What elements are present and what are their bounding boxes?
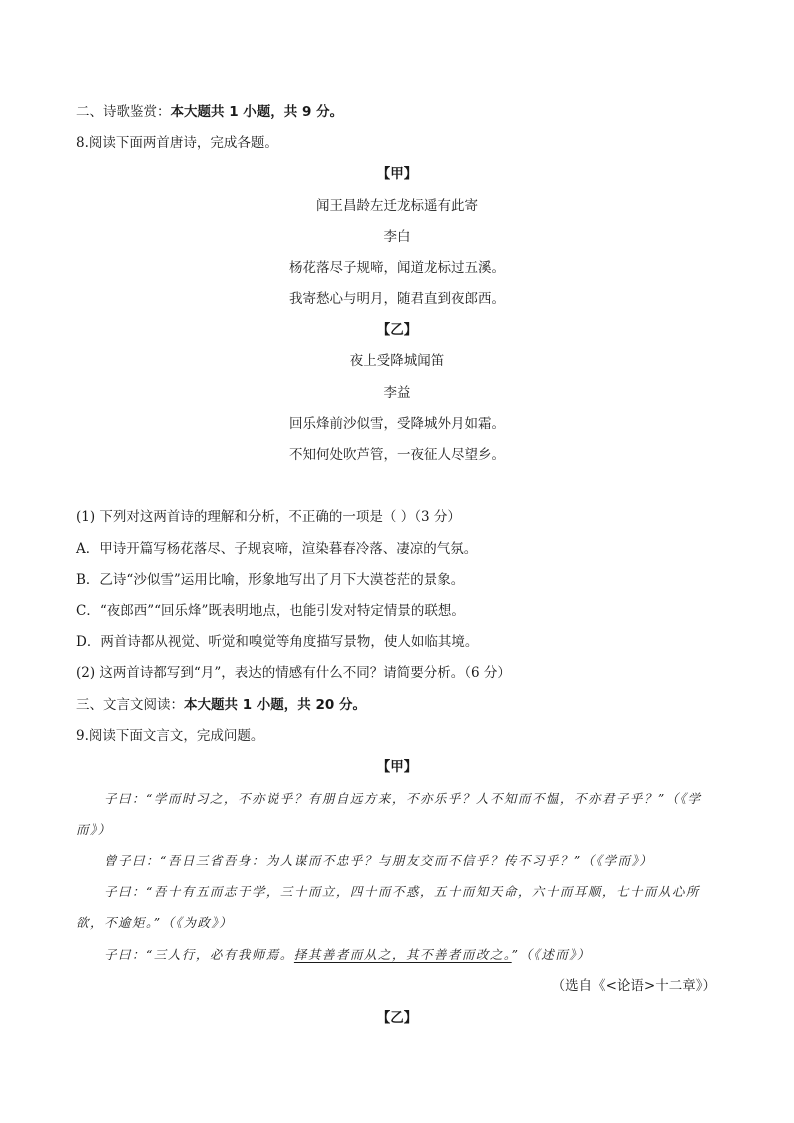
q9-stem: 9.阅读下面文言文，完成问题。: [76, 728, 265, 744]
analects-para3-line1: 子曰：“吾十有五而志于学，三十而立，四十而不惑，五十而知天命，六十而耳顺，七十而从心所: [104, 884, 700, 899]
section3-heading-prefix: 三、文言文阅读：: [76, 697, 184, 713]
poem-a-author: 李白: [383, 229, 411, 245]
analects-para4-underlined: 择其善者而从之，其不善者而改之。: [293, 947, 512, 962]
poem-b-author: 李益: [383, 385, 411, 401]
analects-para4-pre: 子曰：“三人行，必有我师焉。: [104, 947, 294, 962]
analects-para1-line1: 子曰：“学而时习之，不亦说乎？有朋自远方来，不亦乐乎？人不知而不愠，不亦君子乎？”（《学: [104, 791, 702, 806]
section2-heading-bold: 本大题共 1 小题，共 9 分。: [170, 104, 344, 120]
q8-stem: 8.阅读下面两首唐诗，完成各题。: [76, 135, 278, 151]
section2-heading-prefix: 二、诗歌鉴赏：: [76, 104, 171, 120]
poem-a-line2: 我寄愁心与明月，随君直到夜郎西。: [289, 291, 505, 307]
poem-a-marker: 【甲】: [376, 166, 418, 182]
option-a: A．甲诗开篇写杨花落尽、子规哀啼，渲染暮春冷落、凄凉的气氛。: [76, 541, 478, 557]
option-c: C．“夜郎西”“回乐烽”既表明地点，也能引发对特定情景的联想。: [76, 603, 465, 619]
q8-sub1: (1) 下列对这两首诗的理解和分析，不正确的一项是（ ）（3 分）: [76, 509, 461, 525]
section2-heading: [76, 103, 343, 121]
q8-sub2: (2) 这两首诗都写到“月”，表达的情感有什么不同？请简要分析。（6 分）: [76, 665, 511, 681]
option-b: B．乙诗“沙似雪”运用比喻，形象地写出了月下大漠苍茫的景象。: [76, 572, 465, 588]
section3-heading: [76, 696, 366, 714]
poem-b-line2: 不知何处吹芦管，一夜征人尽望乡。: [289, 447, 505, 463]
poem-b-marker: 【乙】: [376, 322, 418, 338]
option-d: D．两首诗都从视觉、听觉和嗅觉等角度描写景物，使人如临其境。: [76, 634, 479, 650]
poem-b-line1: 回乐烽前沙似雪，受降城外月如霜。: [289, 416, 505, 432]
analects-source: （选自《<论语>十二章》）: [551, 978, 716, 994]
analects-para2: 曾子曰：“吾日三省吾身：为人谋而不忠乎？与朋友交而不信乎？传不习乎？”（《学而》）: [104, 853, 654, 868]
poem-b-title: 夜上受降城闻笛: [349, 353, 445, 369]
poem-a-line1: 杨花落尽子规啼，闻道龙标过五溪。: [289, 260, 505, 276]
classical-yi-marker: 【乙】: [376, 1010, 418, 1026]
analects-para1-line2: 而》）: [76, 822, 112, 837]
classical-jia-marker: 【甲】: [376, 759, 418, 775]
analects-para4: [104, 946, 591, 964]
analects-para3-line2: 欲，不逾矩。”（《为政》）: [76, 915, 234, 930]
poem-a-title: 闻王昌龄左迁龙标遥有此寄: [316, 198, 478, 214]
section3-heading-bold: 本大题共 1 小题，共 20 分。: [184, 697, 366, 713]
analects-para4-post: ”（《述而》）: [511, 947, 592, 962]
